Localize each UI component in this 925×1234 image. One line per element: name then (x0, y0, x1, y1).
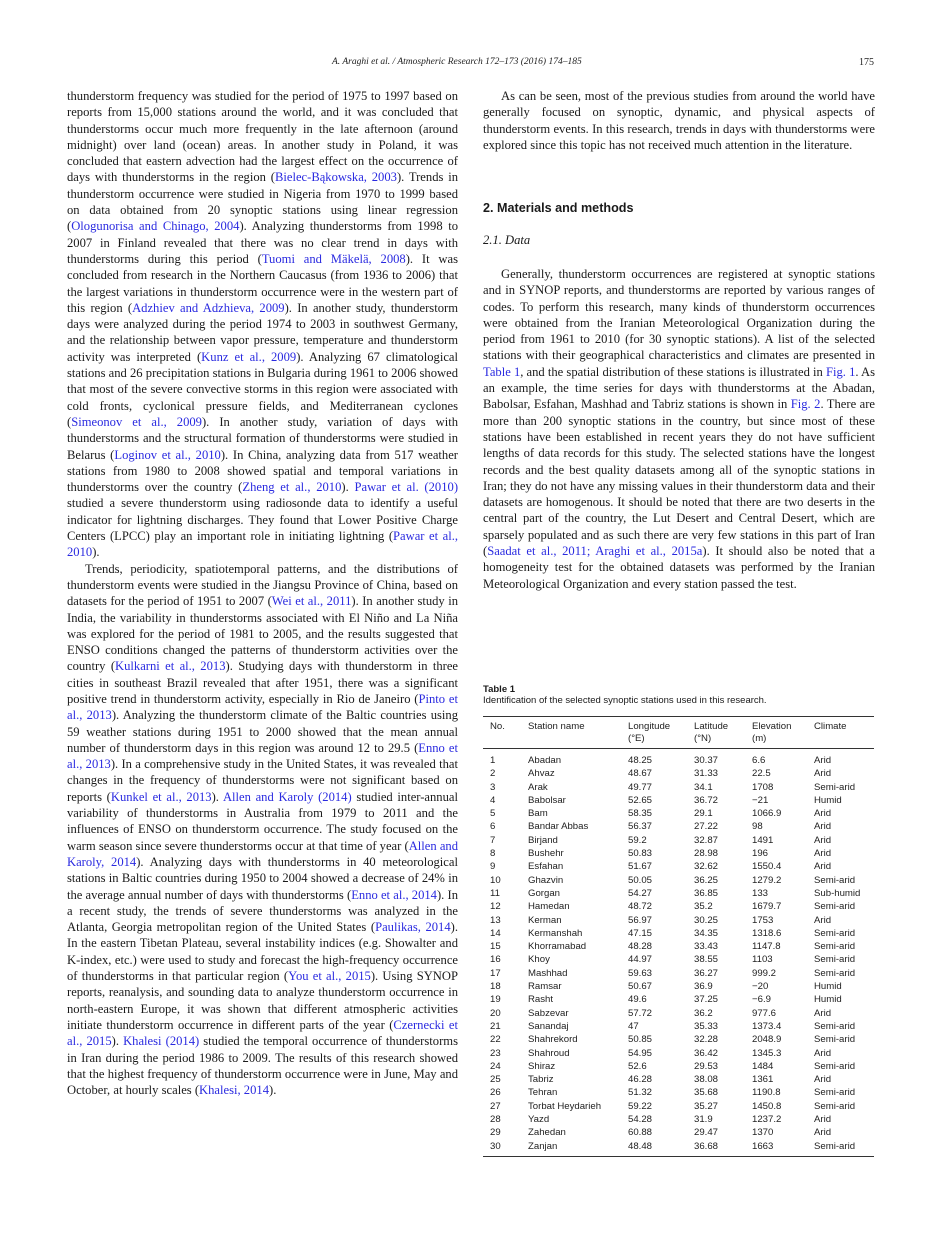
table-cell: 28 (490, 1114, 501, 1126)
citation-link[interactable]: Bielec-Bąkowska, 2003 (274, 170, 397, 185)
table-cell: 48.67 (628, 768, 653, 780)
table-row (483, 794, 874, 807)
table-label: Table 1 (483, 684, 516, 695)
table-cell: Arid (814, 1074, 832, 1086)
text-run: ). In another study in India, the variability in thunderstorms associated with El Niño and La Niña was explored for the period of 1981 to 2005, and the results suggested that ENSO conditions changed the patterns of thunderstorm activities over the country ( (67, 594, 459, 674)
table-row (483, 767, 874, 780)
table-cell: 18 (490, 981, 501, 993)
table-cell: 1066.9 (752, 808, 782, 820)
table-cell: Sabzevar (528, 1007, 569, 1019)
table-cell: Tabriz (528, 1074, 554, 1086)
table-cell: 54.28 (628, 1114, 653, 1126)
table-cell: 54.27 (628, 887, 653, 899)
text-run: Generally, thunderstorm occurrences are registered at synoptic stations and in SYNOP reports, and thunderstorms are reported by various ranges of codes. To perform this research, many kinds of thunderstorm occurrences were obtained from the Iranian Meteorological Organization during the period from 1961 to 2010 (for 30 synoptic stations). A list of the selected stations with their geographical characteristics and climates are presented in (483, 267, 875, 363)
table-row (483, 940, 874, 953)
table-cell: 23 (490, 1047, 501, 1059)
table-cell: 1679.7 (752, 901, 782, 913)
table-cell: Arid (814, 834, 832, 846)
table-cell: 1237.2 (752, 1114, 782, 1126)
table-cell: Shahrekord (528, 1034, 578, 1046)
table-cell: 36.9 (694, 981, 713, 993)
table-cell: Arid (814, 768, 832, 780)
table-cell: 56.97 (628, 914, 653, 926)
table-cell: 1708 (752, 781, 774, 793)
table-cell: Sanandaj (528, 1020, 569, 1032)
table-cell: 48.72 (628, 901, 653, 913)
text-run: Trends, periodicity, spatiotemporal patterns, and the distributions of thunderstorm events were studied in the Jiangsu Province of China, based on datasets for the period of 1951 to 2007 ( (67, 561, 458, 609)
citation-link[interactable]: Kunkel et al., 2013 (110, 789, 212, 804)
text-run: ). In a comprehensive study in the United States, it was revealed that changes in the frequency of thunderstorms were not significant based on reports ( (67, 757, 458, 804)
table-row (483, 1047, 874, 1060)
column-header (752, 717, 814, 749)
table-row (483, 1033, 874, 1046)
citation-link[interactable]: Pawar et al. (2010) (354, 480, 459, 495)
table-cell: 57.72 (628, 1007, 653, 1019)
citation-link[interactable]: Loginov et al., 2010 (114, 447, 221, 462)
table-row (483, 993, 874, 1006)
table-row (483, 1073, 874, 1086)
citation-link[interactable]: Saadat et al., 2011; Araghi et al., 2015a (487, 544, 703, 559)
table-cell: 98 (752, 821, 763, 833)
text-run: studied a severe thunderstorm using radiosonde data to identify a useful indicator for lightning discharges. They found that Lower Positive Charge Centers (LPCC) play an important role in initiating lightning ( (67, 496, 458, 544)
table-cell: 31.33 (694, 768, 719, 780)
citation-link[interactable]: Tuomi and Mäkelä, 2008 (261, 251, 406, 266)
citation-link[interactable]: Pinto et al., 2013 (67, 691, 458, 723)
column-unit: (m) (752, 733, 767, 744)
table-cell: 26 (490, 1087, 501, 1099)
table-cell: Bushehr (528, 848, 564, 860)
table-caption-text: Identification of the selected synoptic stations used in this research. (483, 695, 767, 706)
text-run: . As an example, the time series for days with thunderstorms at the Abadan, Babolsar, Esfahan, Mashhad and Tabriz stations is shown in (483, 364, 875, 412)
table-cell: 44.97 (628, 954, 653, 966)
text-run: ). (269, 1083, 277, 1098)
table-cell: 34.1 (694, 781, 713, 793)
table-cell: 51.67 (628, 861, 653, 873)
table-cell: 36.2 (694, 1007, 713, 1019)
table-cell: Humid (814, 994, 842, 1006)
table-cell: 50.67 (628, 981, 653, 993)
table-cell: 196 (752, 848, 769, 860)
table-cell: 1550.4 (752, 861, 782, 873)
table-row (483, 781, 874, 794)
table-cell: 32.62 (694, 861, 719, 873)
table-cell: 1345.3 (752, 1047, 782, 1059)
text-run: , and the spatial distribution of these stations is illustrated in (520, 364, 826, 379)
table-cell: 13 (490, 914, 501, 926)
table-cell: 46.28 (628, 1074, 653, 1086)
table-cell: 35.68 (694, 1087, 719, 1099)
table-cell: Semi-arid (814, 941, 856, 953)
table-cell: 32.87 (694, 834, 719, 846)
column-name: No. (490, 721, 505, 732)
table-cell: 36.72 (694, 794, 719, 806)
table-cell: 11 (490, 887, 500, 899)
table-cell: 59.22 (628, 1100, 653, 1112)
text-run: ). (211, 789, 223, 804)
table-cell: 19 (490, 994, 501, 1006)
citation-link[interactable]: Kunz et al., 2009 (201, 349, 297, 364)
text-run: As can be seen, most of the previous studies from around the world have generally focused on synoptic, dynamic, and physical aspects of thunderstorm events. In this research, trends in days with thunderstorms were explored since this topic has not received much attention in the literature. (483, 89, 875, 152)
table-cell: 28.98 (694, 848, 719, 860)
table-cell: 31.9 (694, 1114, 713, 1126)
citation-link[interactable]: Allen and Karoly (2014) (222, 789, 352, 804)
table-cell: Shiraz (528, 1060, 556, 1072)
table-cell: Arid (814, 861, 832, 873)
table-cell: 1361 (752, 1074, 774, 1086)
table-cell: Arid (814, 848, 832, 860)
table-cell: Semi-arid (814, 874, 856, 886)
section-heading: 2. Materials and methods (483, 201, 634, 215)
right-column-intro (483, 88, 875, 153)
table-row (483, 953, 874, 966)
citation-link[interactable]: Enno et al., 2013 (67, 740, 458, 772)
text-run: studied the temporal occurrence of thunderstorms in Iran during the period 1986 to 2009. The results of this research showed that the highest frequency of thunderstorm occurrence were in June, May and October, at hourly scales ( (67, 1034, 458, 1098)
table-cell: 25 (490, 1074, 501, 1086)
table-cell: 50.05 (628, 874, 653, 886)
table-caption (483, 684, 767, 706)
table-cell: Zahedan (528, 1127, 566, 1139)
table-row (483, 980, 874, 993)
table-cell: 37.25 (694, 994, 719, 1006)
table-cell: Khorramabad (528, 941, 587, 953)
citation-link[interactable]: Paulikas, 2014 (375, 920, 451, 935)
table-cell: Semi-arid (814, 1060, 856, 1072)
table-cell: 49.77 (628, 781, 653, 793)
table-cell: 10 (490, 874, 501, 886)
table-row (483, 967, 874, 980)
table-cell: Sub-humid (814, 887, 861, 899)
table-row (483, 1113, 874, 1126)
table-cell: Arid (814, 1007, 832, 1019)
table-cell: Arid (814, 808, 832, 820)
table-cell: 4 (490, 794, 496, 806)
text-run: ). Using SYNOP reports, reanalysis, and sounding data to analyze thunderstorm occurrence in north-eastern Europe, it was shown that different atmospheric activities initiate thunderstorm occurrence in different parts of the year ( (67, 969, 458, 1032)
table-cell: 1484 (752, 1060, 774, 1072)
table-cell: 30.37 (694, 755, 719, 766)
table-cell: 38.08 (694, 1074, 719, 1086)
table-cell: 3 (490, 781, 496, 793)
table-cell: 6 (490, 821, 496, 833)
table-row (483, 887, 874, 900)
table-cell: 20 (490, 1007, 501, 1019)
text-run: ). In the eastern Tibetan Plateau, several instability indices (e.g. Showalter and K-index, etc.) were used to study and forecast the high-frequency occurrence of thunderstorms in that particular region ( (67, 920, 458, 984)
table-cell: 35.2 (694, 901, 713, 913)
table-cell: 5 (490, 808, 496, 820)
table-row (483, 1060, 874, 1073)
table-row (483, 1126, 874, 1139)
table-cell: 49.6 (628, 994, 647, 1006)
table-cell: 17 (490, 967, 501, 979)
table-cell: 1147.8 (752, 941, 781, 953)
table-cell: 59.2 (628, 834, 647, 846)
text-run: . There are more than 200 synoptic stations in the country, but since most of these stations have been established in recent years they do not have sufficient lengths of data records for this study. The selected stations have the longest records and the best quality datasets among all of the synoptic stations in Iran; they do not have any missing values in their thunderstorm data and their datasets are homogenous. It should be noted that there are two deserts in the central part of the country, the Lut Desert and Central Desert, which are sparsely populated and as such there are very few stations in this part of Iran ( (483, 397, 875, 559)
text-run: studied inter-annual variability of thunderstorms in Australia from 1979 to 2011 and the influences of ENSO on thunderstorm occurrence. The study focused on the warm season since severe thunderstorms occur at that time of year ( (67, 789, 458, 853)
table-cell: 29.53 (694, 1060, 719, 1072)
table-cell: 9 (490, 861, 496, 873)
table-cell: 6.6 (752, 755, 766, 766)
citation-link[interactable]: Zheng et al., 2010 (242, 480, 342, 495)
paragraph (67, 561, 458, 1099)
table-cell: Semi-arid (814, 1020, 856, 1032)
column-name: Station name (528, 721, 585, 732)
table-cell: Semi-arid (814, 901, 856, 913)
citation-link[interactable]: Ologunorisa and Chinago, 2004 (71, 219, 240, 234)
table-cell: 1450.8 (752, 1100, 782, 1112)
table-cell: Semi-arid (814, 927, 856, 939)
table-cell: 1373.4 (752, 1020, 782, 1032)
table-row (483, 834, 874, 847)
table-cell: 56.37 (628, 821, 653, 833)
table-cell: 59.63 (628, 967, 653, 979)
table-cell: 1370 (752, 1127, 774, 1139)
table-cell: Kerman (528, 914, 562, 926)
citation-link[interactable]: Allen and Karoly, 2014 (67, 838, 459, 869)
table-cell: 51.32 (628, 1087, 653, 1099)
text-run: ). In China, analyzing data from 517 weather stations from 1980 to 2008 showed spatial and temporal variations in thunderstorms over the country ( (67, 447, 458, 495)
table-cell: Arid (814, 1047, 832, 1059)
column-name: Longitude (628, 721, 671, 732)
table-cell: Rasht (528, 994, 554, 1006)
table-cell: 1103 (752, 954, 773, 966)
text-run: ). In a recent study, the trends of severe thunderstorms was analyzed in the Atlanta, Georgia metropolitan region of the United States ( (67, 887, 458, 935)
table-row (483, 1140, 874, 1157)
table-row (483, 874, 874, 887)
table-cell: Semi-arid (814, 1100, 856, 1112)
table-cell: 36.27 (694, 967, 719, 979)
left-column (67, 88, 458, 1098)
table-cell: 50.85 (628, 1034, 653, 1046)
running-header: A. Araghi et al. / Atmospheric Research 172–173 (2016) 174–185 (332, 57, 582, 67)
text-run: ). (341, 480, 355, 495)
table-row (483, 820, 874, 833)
table-cell: 133 (752, 887, 769, 899)
paragraph (67, 88, 458, 561)
citation-link[interactable]: Fig. 2 (790, 397, 821, 412)
column-header (483, 717, 528, 749)
table-cell: 38.55 (694, 954, 719, 966)
table-cell: 50.83 (628, 848, 653, 860)
table-cell: 7 (490, 834, 496, 846)
text-run: ). Trends in thunderstorm occurrence were studied in Nigeria from 1970 to 1999 based on data obtained from 20 synoptic stations using linear regression ( (67, 170, 458, 234)
table-cell: 36.85 (694, 887, 719, 899)
text-run: ). (111, 1034, 124, 1049)
table-cell: Arid (814, 821, 832, 833)
text-run: ). Analyzing thunderstorms from 1998 to 2007 in Finland revealed that there was no clear trend in days with thunderstorms during this period ( (67, 219, 459, 266)
table-cell: 1663 (752, 1140, 774, 1152)
column-header (528, 717, 628, 749)
table-cell: Khoy (528, 954, 550, 966)
citation-link[interactable]: You et al., 2015 (288, 969, 371, 984)
table-cell: Arak (528, 781, 548, 793)
table-cell: 21 (490, 1020, 501, 1032)
table-cell: 1190.8 (752, 1087, 781, 1099)
table-cell: Birjand (528, 834, 558, 846)
table-cell: 52.65 (628, 794, 653, 806)
table-cell: Gorgan (528, 887, 560, 899)
citation-link[interactable]: Table 1 (483, 364, 521, 379)
table-cell: 2 (490, 768, 496, 780)
table-cell: 1279.2 (752, 874, 782, 886)
text-run: ). Analyzing days with thunderstorms in 40 meteorological stations in Baltic countries during 1950 to 2004 showed a decrease of 24% in the average annual number of days with thunderstorms ( (67, 854, 458, 902)
table-cell: Arid (814, 1127, 832, 1139)
column-unit: (°N) (694, 733, 712, 744)
text-run: ). In another study, thunderstorm days were analyzed during the period 1974 to 2003 in southwest Germany, and the relationship between vapor pressure, temperature and thunderstorm activity was interpreted ( (67, 300, 458, 364)
paragraph (483, 88, 875, 153)
table-cell: Shahroud (528, 1047, 570, 1059)
table-cell: Semi-arid (814, 781, 856, 793)
subsection-heading: 2.1. Data (483, 233, 531, 247)
table-cell: 29 (490, 1127, 501, 1139)
table-row (483, 847, 874, 860)
table-cell: Semi-arid (814, 967, 856, 979)
table-cell: Esfahan (528, 861, 564, 873)
text-run: ). Analyzing the thunderstorm climate of the Baltic countries using 59 weather stations during 1951 to 2000 showed that the mean annual number of thunderstorm days in this region was around 12 to 29.5 ( (67, 708, 458, 755)
table-cell: 999.2 (752, 967, 777, 979)
table-cell: Ahvaz (528, 768, 555, 780)
table-cell: Bam (528, 808, 548, 820)
table-cell: Semi-arid (814, 1140, 856, 1152)
table-header-row (483, 717, 874, 749)
table-cell: Arid (814, 1114, 832, 1126)
table-cell: Torbat Heydarieh (528, 1100, 602, 1112)
column-name: Latitude (694, 721, 729, 732)
citation-link[interactable]: Fig. 1 (825, 364, 856, 379)
table-cell: 48.48 (628, 1140, 653, 1152)
citation-link[interactable]: Simeonov et al., 2009 (71, 414, 202, 429)
table-row (483, 927, 874, 940)
table-cell: 12 (490, 901, 501, 913)
page-number: 175 (859, 57, 874, 68)
table-cell: 2048.9 (752, 1034, 782, 1046)
table-row (483, 1020, 874, 1033)
column-header (694, 717, 752, 749)
table-cell: 30 (490, 1140, 501, 1152)
table-cell: −6.9 (752, 994, 771, 1006)
table-cell: 1 (490, 755, 496, 766)
citation-link[interactable]: Adzhiev and Adzhieva, 2009 (132, 300, 285, 315)
table-cell: 27.22 (694, 821, 719, 833)
table-cell: Semi-arid (814, 954, 856, 966)
table-row (483, 807, 874, 820)
table-row (483, 1007, 874, 1020)
table-row (483, 914, 874, 927)
data-paragraph (483, 266, 875, 592)
column-header (628, 717, 694, 749)
text-run: ). Studying days with thunderstorm in three cities in southeast Brazil revealed that after 1951, there was a significant positive trend in thunderstorm activity, especially in Rio de Janeiro ( (67, 659, 459, 706)
column-unit: (°E) (628, 733, 645, 744)
text-run: ). (92, 545, 100, 560)
table-cell: Arid (814, 755, 832, 766)
table-cell: 30.25 (694, 914, 719, 926)
column-name: Elevation (752, 721, 792, 732)
table-cell: Bandar Abbas (528, 821, 589, 833)
table-cell: 52.6 (628, 1060, 647, 1072)
table-cell: Humid (814, 981, 842, 993)
table-cell: 47.15 (628, 927, 653, 939)
citation-link[interactable]: Pawar et al., 2010 (67, 529, 459, 560)
table-cell: −21 (752, 794, 769, 806)
table-row (483, 749, 874, 768)
text-run: thunderstorm frequency was studied for the period of 1975 to 1997 based on reports from 15,000 stations around the world, and it was concluded that thunderstorms occur much more frequently in the late afternoon (around midnight) over land (ocean) areas. In another study in Poland, it was concluded that eastern advection had the largest effect on the occurrence of days with thunderstorms in the region ( (67, 89, 458, 185)
table-cell: Humid (814, 794, 842, 806)
paragraph (483, 266, 875, 592)
table-cell: Babolsar (528, 794, 566, 806)
table-cell: Semi-arid (814, 1087, 856, 1099)
table-cell: 24 (490, 1060, 501, 1072)
citation-link[interactable]: Khalesi (2014) (123, 1034, 200, 1049)
column-name: Climate (814, 721, 847, 732)
table-cell: 60.88 (628, 1127, 653, 1139)
table-cell: 27 (490, 1100, 501, 1112)
table-row (483, 1100, 874, 1113)
table-cell: Tehran (528, 1087, 558, 1099)
table-cell: 22.5 (752, 768, 771, 780)
table-cell: 1491 (752, 834, 774, 846)
citation-link[interactable]: Wei et al., 2011 (271, 594, 352, 609)
table-cell: Yazd (528, 1114, 550, 1126)
table-cell: Zanjan (528, 1140, 558, 1152)
table-cell: 1318.6 (752, 927, 782, 939)
column-header (814, 717, 874, 749)
table-cell: 35.27 (694, 1100, 719, 1112)
table-row (483, 860, 874, 873)
table-cell: 36.68 (694, 1140, 719, 1152)
citation-link[interactable]: Czernecki et al., 2015 (67, 1017, 458, 1049)
stations-table (483, 716, 874, 1157)
table-row (483, 1086, 874, 1099)
text-run: ). It should also be noted that a homogeneity test for the obtained datasets was performed by the Iranian Meteorological Organization and every station passed the test. (483, 544, 875, 591)
table-cell: Abadan (528, 755, 562, 766)
table-cell: 35.33 (694, 1020, 719, 1032)
table-cell: 54.95 (628, 1047, 653, 1059)
table-cell: 32.28 (694, 1034, 719, 1046)
citation-link[interactable]: Khalesi, 2014 (199, 1083, 269, 1098)
table-cell: Mashhad (528, 967, 568, 979)
table-cell: Ghazvin (528, 874, 564, 886)
table-cell: 29.47 (694, 1127, 719, 1139)
table-row (483, 900, 874, 913)
table-cell: Semi-arid (814, 1034, 856, 1046)
table-cell: 36.42 (694, 1047, 719, 1059)
table-cell: 33.43 (694, 941, 719, 953)
table-cell: 47 (628, 1020, 639, 1032)
table-cell: 58.35 (628, 808, 653, 820)
table-cell: Hamedan (528, 901, 570, 913)
table-cell: Kermanshah (528, 927, 583, 939)
text-run: ). In another study, variation of days with thunderstorms and the structural formation of thunderstorms were studied in Belarus ( (67, 414, 459, 462)
table-cell: 29.1 (694, 808, 713, 820)
text-run: ). Analyzing 67 climatological stations and 26 precipitation stations in Bulgaria during 1961 to 2006 showed that most of the severe convective storms in this region were associated with cold fronts, cyclonical pressure fields, and Mediterranean cyclones ( (67, 349, 458, 429)
table-cell: Arid (814, 914, 832, 926)
table-cell: −20 (752, 981, 769, 993)
table-cell: 34.35 (694, 927, 719, 939)
table-cell: 15 (490, 941, 501, 953)
table-cell: 14 (490, 927, 501, 939)
table-cell: 16 (490, 954, 501, 966)
table-cell: 48.28 (628, 941, 653, 953)
citation-link[interactable]: Kulkarni et al., 2013 (115, 659, 226, 674)
citation-link[interactable]: Enno et al., 2014 (351, 887, 437, 902)
table-cell: 48.25 (628, 755, 653, 766)
table-cell: Ramsar (528, 981, 562, 993)
table-cell: 36.25 (694, 874, 719, 886)
table-cell: 8 (490, 848, 496, 860)
table-cell: 22 (490, 1034, 501, 1046)
text-run: ). It was concluded from research in the Northern Caucasus (from 1936 to 2006) that the largest variations in thunderstorm occurrence were in the western part of this region ( (67, 251, 458, 315)
table-cell: 1753 (752, 914, 774, 926)
table-cell: 977.6 (752, 1007, 777, 1019)
